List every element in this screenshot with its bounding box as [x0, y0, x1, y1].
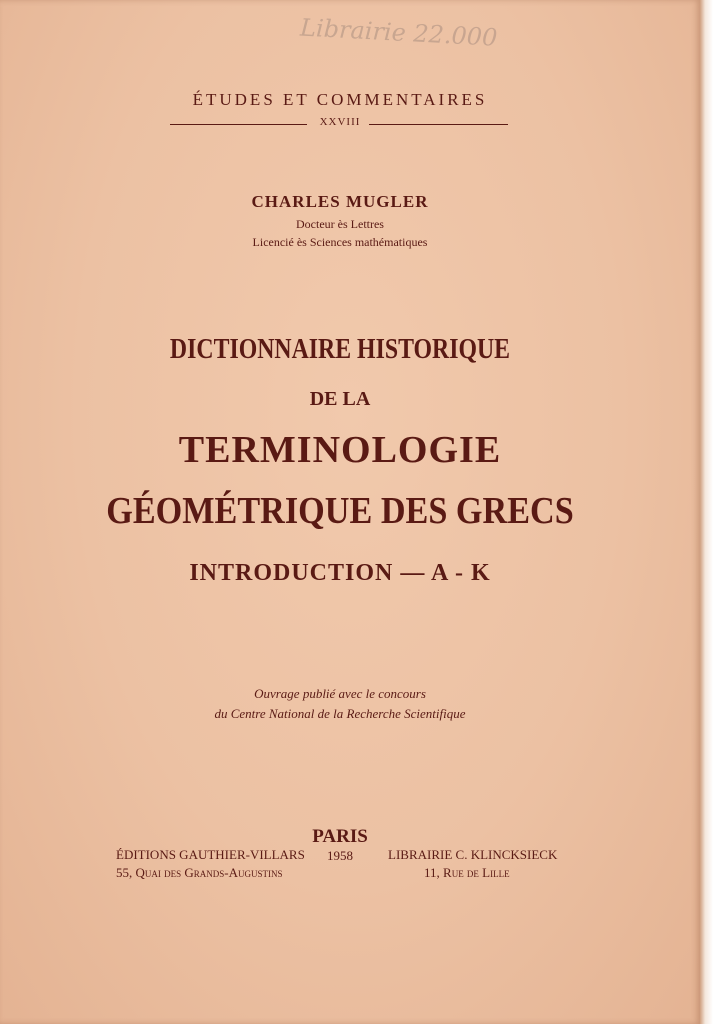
publication-note-1: Ouvrage publié avec le concours	[254, 686, 426, 701]
publisher-right-address: 11, Rue de Lille	[424, 865, 510, 880]
title-line-3: TERMINOLOGIE	[178, 429, 502, 471]
publisher-left-address: 55, Quai des Grands-Augustins	[116, 865, 283, 880]
title-line-4: GÉOMÉTRIQUE DES GRECS	[106, 490, 574, 532]
title-line-5: INTRODUCTION — A - K	[189, 560, 491, 586]
series-title: ÉTUDES ET COMMENTAIRES	[192, 90, 488, 109]
imprint-year: 1958	[327, 848, 353, 863]
publication-note-2: du Centre National de la Recherche Scientifique	[214, 706, 466, 721]
title-line-2: DE LA	[309, 388, 371, 410]
author-degree-1: Docteur ès Lettres	[296, 217, 384, 231]
author-degree-2: Licencié ès Sciences mathématiques	[252, 235, 428, 249]
imprint-city: PARIS	[312, 826, 368, 847]
publisher-left: ÉDITIONS GAUTHIER-VILLARS	[116, 847, 305, 862]
author-name: CHARLES MUGLER	[251, 192, 429, 211]
page-edge	[700, 0, 713, 1024]
publisher-right: LIBRAIRIE C. KLINCKSIECK	[388, 847, 558, 862]
series-number: XXVIII	[319, 116, 361, 128]
pencil-annotation: Librairie 22.000	[299, 13, 499, 52]
title-line-1: DICTIONNAIRE HISTORIQUE	[169, 334, 511, 365]
